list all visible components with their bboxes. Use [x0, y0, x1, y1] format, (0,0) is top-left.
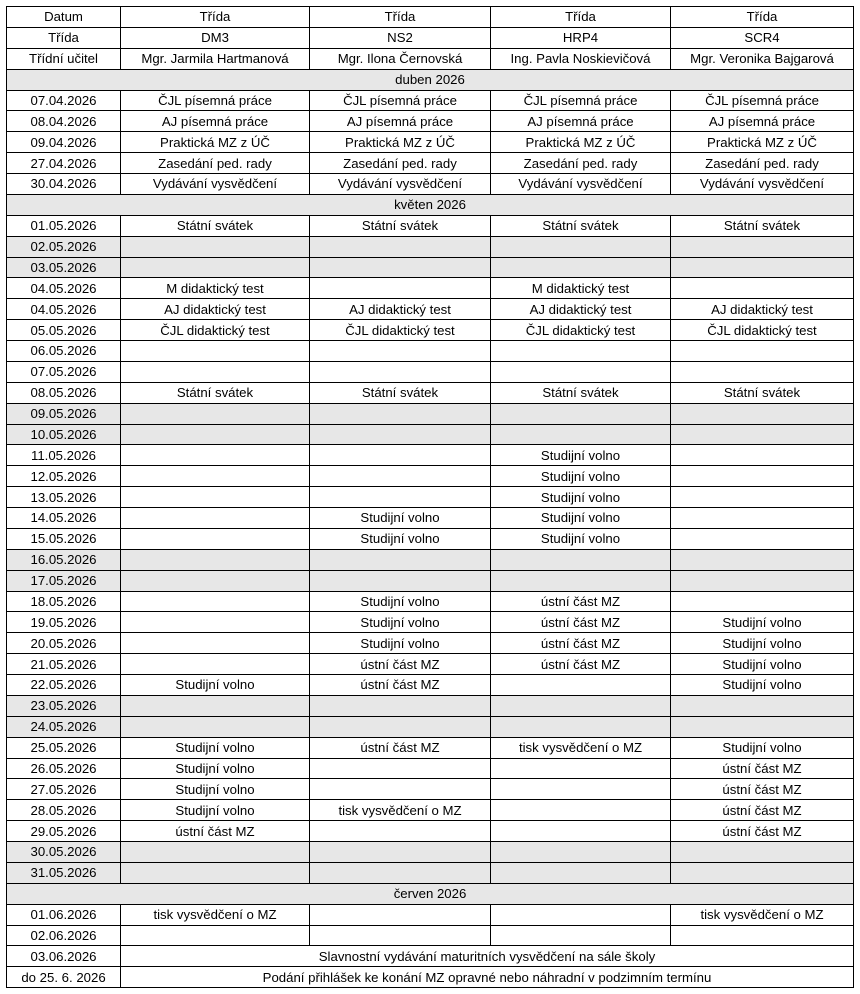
- month-label: duben 2026: [7, 69, 854, 90]
- event-cell: Státní svátek: [491, 215, 671, 236]
- day-row: [7, 299, 854, 320]
- date-cell: 19.05.2026: [7, 612, 121, 633]
- event-cell: Vydávání vysvědčení: [121, 174, 310, 195]
- event-cell: Státní svátek: [491, 382, 671, 403]
- date-cell: 27.05.2026: [7, 779, 121, 800]
- weekend-row: [7, 549, 854, 570]
- event-cell: [491, 842, 671, 863]
- event-cell: [491, 257, 671, 278]
- event-cell: Studijní volno: [491, 466, 671, 487]
- teacher-scr4: Mgr. Veronika Bajgarová: [671, 48, 854, 69]
- event-cell: Studijní volno: [671, 633, 854, 654]
- event-cell: Studijní volno: [310, 612, 491, 633]
- event-cell: ČJL didaktický test: [671, 320, 854, 341]
- event-cell: Praktická MZ z ÚČ: [121, 132, 310, 153]
- event-cell: Podání přihlášek ke konání MZ opravné nebo náhradní v podzimním termínu: [121, 967, 854, 988]
- event-cell: Vydávání vysvědčení: [310, 174, 491, 195]
- event-cell: [310, 779, 491, 800]
- event-cell: [491, 403, 671, 424]
- event-cell: [121, 925, 310, 946]
- day-row: [7, 904, 854, 925]
- event-cell: ČJL písemná práce: [491, 90, 671, 111]
- event-cell: [671, 278, 854, 299]
- event-cell: [121, 424, 310, 445]
- event-cell: Studijní volno: [121, 779, 310, 800]
- event-cell: [121, 654, 310, 675]
- event-cell: ústní část MZ: [310, 654, 491, 675]
- weekend-row: [7, 257, 854, 278]
- event-cell: ústní část MZ: [310, 737, 491, 758]
- day-row: [7, 341, 854, 362]
- day-row: [7, 320, 854, 341]
- day-row: [7, 278, 854, 299]
- day-row: [7, 612, 854, 633]
- event-cell: [671, 862, 854, 883]
- event-cell: Studijní volno: [671, 675, 854, 696]
- class-name-dm3: DM3: [121, 27, 310, 48]
- event-cell: [121, 445, 310, 466]
- date-cell: 15.05.2026: [7, 528, 121, 549]
- event-cell: [121, 341, 310, 362]
- event-cell: ČJL didaktický test: [491, 320, 671, 341]
- event-cell: Studijní volno: [310, 591, 491, 612]
- event-cell: [310, 716, 491, 737]
- day-row: [7, 382, 854, 403]
- event-cell: [121, 257, 310, 278]
- date-cell: 06.05.2026: [7, 341, 121, 362]
- month-label: červen 2026: [7, 883, 854, 904]
- event-cell: ústní část MZ: [671, 758, 854, 779]
- event-cell: Studijní volno: [121, 800, 310, 821]
- event-cell: [121, 612, 310, 633]
- day-row: [7, 466, 854, 487]
- event-cell: ústní část MZ: [671, 779, 854, 800]
- event-cell: ČJL písemná práce: [310, 90, 491, 111]
- header-class-label: Třída: [7, 27, 121, 48]
- header-row-class: [7, 7, 854, 28]
- header-teacher-label: Třídní učitel: [7, 48, 121, 69]
- day-row: [7, 111, 854, 132]
- date-cell: 25.05.2026: [7, 737, 121, 758]
- event-cell: ústní část MZ: [491, 654, 671, 675]
- day-row: [7, 445, 854, 466]
- event-cell: Vydávání vysvědčení: [491, 174, 671, 195]
- event-cell: ústní část MZ: [491, 633, 671, 654]
- event-cell: AJ didaktický test: [671, 299, 854, 320]
- weekend-row: [7, 716, 854, 737]
- day-row: [7, 174, 854, 195]
- event-cell: [491, 236, 671, 257]
- event-cell: [491, 361, 671, 382]
- date-cell: 11.05.2026: [7, 445, 121, 466]
- date-cell: 13.05.2026: [7, 487, 121, 508]
- event-cell: AJ písemná práce: [491, 111, 671, 132]
- header-row-teachers: [7, 48, 854, 69]
- date-cell: 12.05.2026: [7, 466, 121, 487]
- event-cell: [121, 508, 310, 529]
- event-cell: [671, 403, 854, 424]
- event-cell: Studijní volno: [491, 508, 671, 529]
- event-cell: Zasedání ped. rady: [121, 153, 310, 174]
- date-cell: 03.06.2026: [7, 946, 121, 967]
- month-label: květen 2026: [7, 194, 854, 215]
- date-cell: 07.04.2026: [7, 90, 121, 111]
- day-row: [7, 779, 854, 800]
- event-cell: Studijní volno: [310, 528, 491, 549]
- date-cell: 30.04.2026: [7, 174, 121, 195]
- event-cell: ústní část MZ: [491, 591, 671, 612]
- event-cell: Státní svátek: [671, 382, 854, 403]
- date-cell: 14.05.2026: [7, 508, 121, 529]
- exam-schedule-sheet: [6, 6, 854, 988]
- date-cell: 01.05.2026: [7, 215, 121, 236]
- date-cell: 16.05.2026: [7, 549, 121, 570]
- date-cell: 01.06.2026: [7, 904, 121, 925]
- weekend-row: [7, 570, 854, 591]
- day-row: [7, 737, 854, 758]
- event-cell: [491, 695, 671, 716]
- event-cell: [121, 633, 310, 654]
- class-name-hrp4: HRP4: [491, 27, 671, 48]
- event-cell: tisk vysvědčení o MZ: [491, 737, 671, 758]
- event-cell: Studijní volno: [491, 487, 671, 508]
- event-cell: [491, 862, 671, 883]
- event-cell: tisk vysvědčení o MZ: [310, 800, 491, 821]
- event-cell: Studijní volno: [310, 633, 491, 654]
- weekend-row: [7, 862, 854, 883]
- event-cell: [671, 549, 854, 570]
- event-cell: ústní část MZ: [310, 675, 491, 696]
- header-class-label: Třída: [491, 7, 671, 28]
- event-cell: [310, 925, 491, 946]
- event-cell: [671, 925, 854, 946]
- event-cell: [310, 549, 491, 570]
- event-cell: ČJL písemná práce: [121, 90, 310, 111]
- date-cell: 20.05.2026: [7, 633, 121, 654]
- weekend-row: [7, 842, 854, 863]
- month-header-row: [7, 883, 854, 904]
- date-cell: 22.05.2026: [7, 675, 121, 696]
- day-row: [7, 925, 854, 946]
- day-row: [7, 361, 854, 382]
- event-cell: [310, 236, 491, 257]
- day-row: [7, 528, 854, 549]
- event-cell: [491, 779, 671, 800]
- day-row: [7, 758, 854, 779]
- day-row: [7, 90, 854, 111]
- date-cell: 08.05.2026: [7, 382, 121, 403]
- event-cell: Zasedání ped. rady: [310, 153, 491, 174]
- event-cell: [671, 361, 854, 382]
- header-class-label: Třída: [121, 7, 310, 28]
- day-row: [7, 591, 854, 612]
- event-cell: [310, 445, 491, 466]
- event-cell: [671, 257, 854, 278]
- date-cell: 08.04.2026: [7, 111, 121, 132]
- day-row: [7, 215, 854, 236]
- event-cell: [310, 758, 491, 779]
- event-cell: Zasedání ped. rady: [491, 153, 671, 174]
- event-cell: [671, 570, 854, 591]
- day-row: [7, 487, 854, 508]
- event-cell: [310, 862, 491, 883]
- event-cell: [310, 403, 491, 424]
- event-cell: M didaktický test: [121, 278, 310, 299]
- event-cell: Zasedání ped. rady: [671, 153, 854, 174]
- event-cell: Státní svátek: [121, 382, 310, 403]
- event-cell: [671, 842, 854, 863]
- event-cell: Praktická MZ z ÚČ: [310, 132, 491, 153]
- event-cell: [310, 695, 491, 716]
- event-cell: [121, 695, 310, 716]
- class-name-ns2: NS2: [310, 27, 491, 48]
- event-cell: Studijní volno: [671, 654, 854, 675]
- event-cell: [121, 528, 310, 549]
- day-row: [7, 800, 854, 821]
- event-cell: ČJL didaktický test: [121, 320, 310, 341]
- weekend-row: [7, 236, 854, 257]
- date-cell: 30.05.2026: [7, 842, 121, 863]
- event-cell: [671, 236, 854, 257]
- event-cell: [310, 821, 491, 842]
- month-header-row: [7, 194, 854, 215]
- event-cell: [310, 904, 491, 925]
- event-cell: Studijní volno: [121, 675, 310, 696]
- event-cell: [491, 821, 671, 842]
- date-cell: 07.05.2026: [7, 361, 121, 382]
- event-cell: ústní část MZ: [671, 800, 854, 821]
- weekend-row: [7, 403, 854, 424]
- event-cell: [121, 862, 310, 883]
- event-cell: Státní svátek: [671, 215, 854, 236]
- teacher-dm3: Mgr. Jarmila Hartmanová: [121, 48, 310, 69]
- date-cell: 09.04.2026: [7, 132, 121, 153]
- date-cell: 05.05.2026: [7, 320, 121, 341]
- event-cell: [121, 591, 310, 612]
- event-cell: [671, 445, 854, 466]
- date-cell: 24.05.2026: [7, 716, 121, 737]
- event-cell: [491, 800, 671, 821]
- event-cell: [310, 424, 491, 445]
- date-cell: 03.05.2026: [7, 257, 121, 278]
- date-cell: 27.04.2026: [7, 153, 121, 174]
- month-header-row: [7, 69, 854, 90]
- event-cell: ČJL písemná práce: [671, 90, 854, 111]
- teacher-hrp4: Ing. Pavla Noskievičová: [491, 48, 671, 69]
- event-cell: [310, 361, 491, 382]
- event-cell: [491, 758, 671, 779]
- date-cell: 10.05.2026: [7, 424, 121, 445]
- event-cell: tisk vysvědčení o MZ: [121, 904, 310, 925]
- event-cell: [671, 695, 854, 716]
- event-cell: Studijní volno: [310, 508, 491, 529]
- date-cell: 02.05.2026: [7, 236, 121, 257]
- date-cell: 26.05.2026: [7, 758, 121, 779]
- event-cell: [671, 716, 854, 737]
- event-cell: AJ písemná práce: [121, 111, 310, 132]
- event-cell: Vydávání vysvědčení: [671, 174, 854, 195]
- day-row: [7, 132, 854, 153]
- class-name-scr4: SCR4: [671, 27, 854, 48]
- event-cell: [491, 925, 671, 946]
- event-cell: Státní svátek: [310, 215, 491, 236]
- event-cell: [310, 257, 491, 278]
- event-cell: [491, 424, 671, 445]
- event-cell: [671, 591, 854, 612]
- event-cell: [671, 528, 854, 549]
- day-row: [7, 633, 854, 654]
- date-cell: 18.05.2026: [7, 591, 121, 612]
- event-cell: [671, 466, 854, 487]
- event-cell: AJ písemná práce: [671, 111, 854, 132]
- event-cell: [491, 570, 671, 591]
- event-cell: ústní část MZ: [491, 612, 671, 633]
- event-cell: Studijní volno: [121, 758, 310, 779]
- event-row: [7, 946, 854, 967]
- event-cell: ČJL didaktický test: [310, 320, 491, 341]
- date-cell: 28.05.2026: [7, 800, 121, 821]
- day-row: [7, 508, 854, 529]
- event-cell: [121, 549, 310, 570]
- date-cell: 04.05.2026: [7, 278, 121, 299]
- event-cell: ústní část MZ: [671, 821, 854, 842]
- event-cell: AJ didaktický test: [310, 299, 491, 320]
- event-cell: [491, 341, 671, 362]
- event-cell: [491, 716, 671, 737]
- header-row-class-names: [7, 27, 854, 48]
- event-cell: Státní svátek: [121, 215, 310, 236]
- event-cell: [121, 466, 310, 487]
- event-cell: [671, 424, 854, 445]
- event-cell: [121, 487, 310, 508]
- event-cell: ústní část MZ: [121, 821, 310, 842]
- event-cell: [310, 487, 491, 508]
- event-cell: [121, 236, 310, 257]
- event-cell: [310, 466, 491, 487]
- event-cell: [491, 549, 671, 570]
- event-cell: [491, 904, 671, 925]
- date-cell: 31.05.2026: [7, 862, 121, 883]
- header-class-label: Třída: [310, 7, 491, 28]
- date-cell: 04.05.2026: [7, 299, 121, 320]
- date-cell: 02.06.2026: [7, 925, 121, 946]
- day-row: [7, 821, 854, 842]
- event-cell: Studijní volno: [121, 737, 310, 758]
- event-cell: [310, 570, 491, 591]
- date-cell: 29.05.2026: [7, 821, 121, 842]
- event-cell: M didaktický test: [491, 278, 671, 299]
- event-cell: Studijní volno: [671, 737, 854, 758]
- event-cell: [121, 842, 310, 863]
- event-cell: [310, 341, 491, 362]
- event-cell: Praktická MZ z ÚČ: [671, 132, 854, 153]
- date-cell: 21.05.2026: [7, 654, 121, 675]
- day-row: [7, 654, 854, 675]
- event-cell: tisk vysvědčení o MZ: [671, 904, 854, 925]
- event-cell: [671, 487, 854, 508]
- teacher-ns2: Mgr. Ilona Černovská: [310, 48, 491, 69]
- date-cell: 09.05.2026: [7, 403, 121, 424]
- event-cell: [121, 716, 310, 737]
- event-cell: [310, 278, 491, 299]
- event-cell: [671, 341, 854, 362]
- event-cell: AJ didaktický test: [121, 299, 310, 320]
- event-cell: [310, 842, 491, 863]
- event-cell: Studijní volno: [491, 445, 671, 466]
- date-cell: do 25. 6. 2026: [7, 967, 121, 988]
- event-cell: Státní svátek: [310, 382, 491, 403]
- event-cell: [491, 675, 671, 696]
- event-cell: AJ písemná práce: [310, 111, 491, 132]
- day-row: [7, 675, 854, 696]
- event-cell: [121, 570, 310, 591]
- event-cell: AJ didaktický test: [491, 299, 671, 320]
- event-cell: Studijní volno: [671, 612, 854, 633]
- event-cell: [671, 508, 854, 529]
- event-row: [7, 967, 854, 988]
- date-cell: 17.05.2026: [7, 570, 121, 591]
- header-class-label: Třída: [671, 7, 854, 28]
- header-date-label: Datum: [7, 7, 121, 28]
- event-cell: Studijní volno: [491, 528, 671, 549]
- weekend-row: [7, 424, 854, 445]
- day-row: [7, 153, 854, 174]
- event-cell: [121, 361, 310, 382]
- weekend-row: [7, 695, 854, 716]
- event-cell: [121, 403, 310, 424]
- schedule-table: [6, 6, 854, 988]
- date-cell: 23.05.2026: [7, 695, 121, 716]
- event-cell: Slavnostní vydávání maturitních vysvědčení na sále školy: [121, 946, 854, 967]
- event-cell: Praktická MZ z ÚČ: [491, 132, 671, 153]
